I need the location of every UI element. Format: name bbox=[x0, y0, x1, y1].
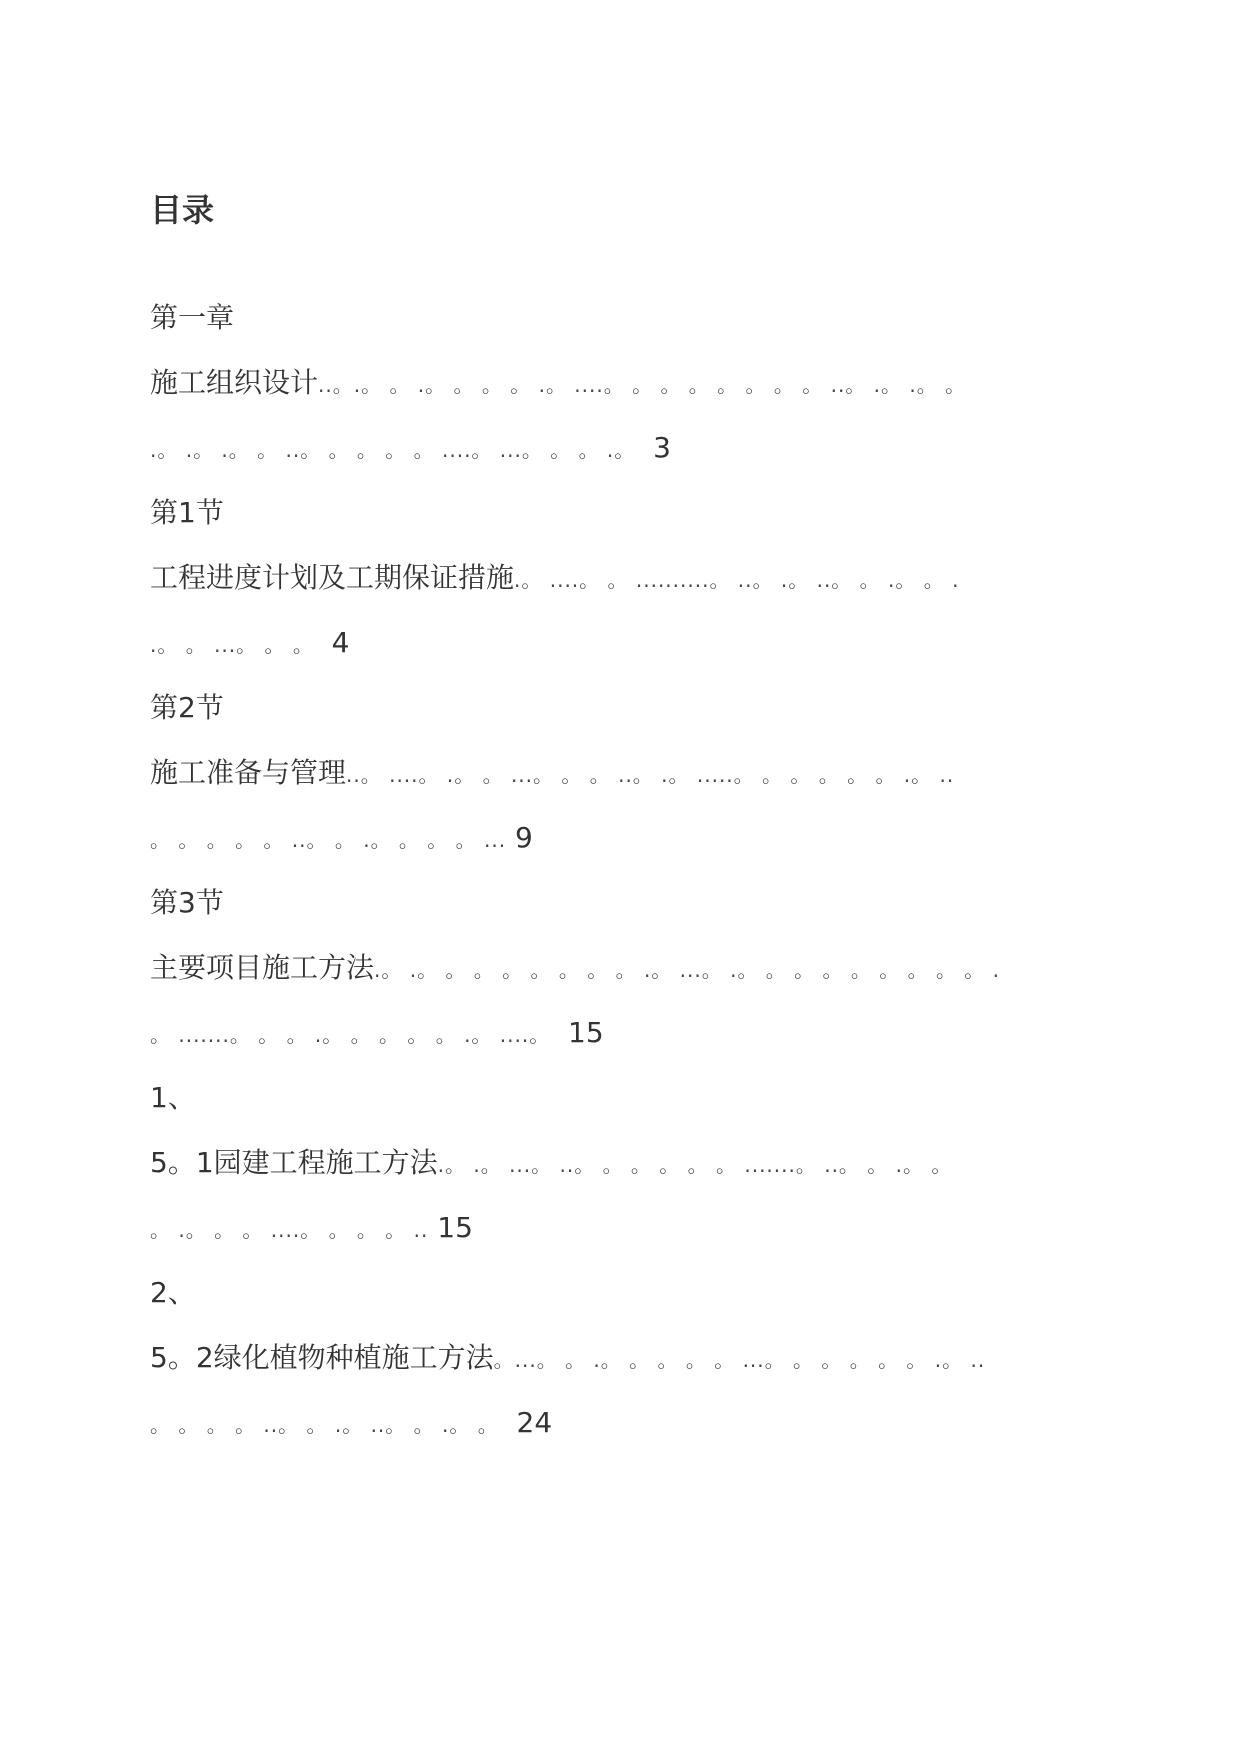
toc-page-number: 4 bbox=[331, 626, 350, 659]
toc-page-number: 15 bbox=[437, 1211, 473, 1244]
toc-entry-text: 工程进度计划及工期保证措施 bbox=[150, 561, 515, 594]
toc-leader-dots: ..。 ....。 .。 。 ...。 。 。 ..。 .。 .....。 。 。 。 。 。 .。 .. bbox=[346, 763, 955, 787]
toc-leader-dots: .。 .。 。 。 。 。 。 。 。 .。 ...。 .。 。 。 。 。 。 。 。 。 . bbox=[374, 958, 1001, 982]
toc-leader-dots: 。...。 。 .。 。 。 。 。 ...。 。 。 。 。 。 .。 .. bbox=[493, 1348, 986, 1372]
toc-leader-dots: 。 .。 。 。 ....。 。 。 。 .. bbox=[150, 1218, 429, 1242]
toc-leader-dots: .。 .。 ...。 ..。 。 。 。 。 。 .......。 ..。 。 .。 。 bbox=[437, 1153, 953, 1177]
toc-leader-dots: 。 .......。 。 。 .。 。 。 。 。 .。 ....。 bbox=[150, 1023, 551, 1047]
toc-entry-text: 施工准备与管理 bbox=[150, 756, 347, 789]
toc-line bbox=[150, 545, 1095, 610]
toc-line bbox=[150, 610, 1095, 675]
toc-line bbox=[150, 285, 1095, 350]
toc-leader-dots: 。 。 。 。 ..。 。 .。 ..。 。 .。 。 bbox=[150, 1413, 499, 1437]
toc-line bbox=[150, 1390, 1095, 1455]
toc-line bbox=[150, 870, 1095, 935]
toc-line bbox=[150, 1000, 1095, 1065]
toc-entry-text: 5。1园建工程施工方法 bbox=[150, 1146, 438, 1179]
toc-line bbox=[150, 805, 1095, 870]
toc-page-number: 3 bbox=[653, 431, 671, 464]
toc-line bbox=[150, 935, 1095, 1000]
toc-entry-text: 主要项目施工方法 bbox=[150, 951, 375, 984]
toc-line bbox=[150, 350, 1095, 415]
toc-entry-text: 第2节 bbox=[150, 691, 224, 724]
toc-page-number: 15 bbox=[568, 1016, 604, 1049]
toc-body bbox=[150, 285, 1095, 1455]
toc-entry-text: 1、 bbox=[150, 1081, 196, 1114]
toc-leader-dots: 。 。 。 。 。 ..。 。 .。 。 。 。 ... bbox=[150, 828, 507, 852]
toc-entry-text: 施工组织设计 bbox=[150, 366, 319, 399]
toc-page-number: 9 bbox=[514, 821, 533, 854]
toc-line bbox=[150, 480, 1095, 545]
toc-title: 目录 bbox=[150, 191, 215, 229]
toc-leader-dots: ..。.。 。 .。 。 。 。 .。 ....。 。 。 。 。 。 。 。 ..。 .。 .。 。 bbox=[318, 373, 967, 397]
toc-page-number: 24 bbox=[516, 1406, 553, 1439]
toc-line bbox=[150, 675, 1095, 740]
toc-leader-dots: .。 .。 .。 。 ..。 。 。 。 。 ....。 ...。 。 。 .。 bbox=[150, 438, 636, 462]
toc-line bbox=[150, 1195, 1095, 1260]
toc-entry-text: 第一章 bbox=[150, 301, 235, 334]
toc-leader-dots: .。 ....。 。 ..........。 ..。 .。 ..。 。 .。 。 . bbox=[514, 568, 960, 592]
toc-line bbox=[150, 740, 1095, 805]
toc-entry-text: 2、 bbox=[150, 1276, 196, 1309]
toc-line bbox=[150, 1260, 1095, 1325]
toc-leader-dots: .。 。 ...。 。 。 bbox=[150, 633, 314, 657]
toc-line bbox=[150, 415, 1095, 480]
toc-line bbox=[150, 1130, 1095, 1195]
toc-entry-text: 第3节 bbox=[150, 886, 224, 919]
toc-entry-text: 5。2绿化植物种植施工方法 bbox=[150, 1341, 494, 1374]
toc-line bbox=[150, 1325, 1095, 1390]
toc-entry-text: 第1节 bbox=[150, 496, 224, 529]
toc-line bbox=[150, 1065, 1095, 1130]
